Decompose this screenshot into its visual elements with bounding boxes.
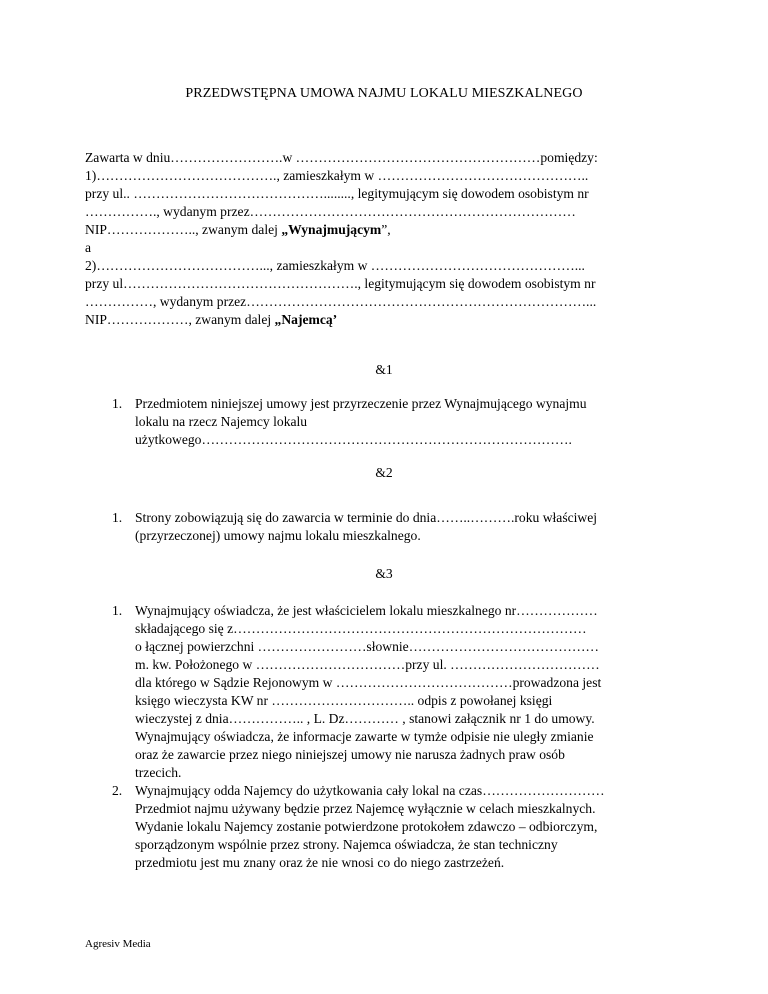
section-3-item-number: 1. [112,603,123,618]
section-3-text-line: m. kw. Położonego w ……………………………przy ul. …………………………… [135,657,600,672]
section-1-item-number: 1. [112,396,123,411]
nip-label: NIP……………….., zwanym dalej [85,222,282,237]
document-title: PRZEDWSTĘPNA UMOWA NAJMU LOKALU MIESZKALNEGO [185,86,583,101]
section-3-text-line: Przedmiot najmu używany będzie przez Najemcę wyłącznie w celach mieszkalnych. [135,801,596,816]
intro-line-party2-id: ……………, wydanym przez…………………………………………………………………... [85,294,597,309]
intro-line-and: a [85,240,92,255]
section-3-text-line: wieczystej z dnia…………….. , L. Dz………… , stanowi załącznik nr 1 do umowy. [135,711,595,726]
intro-line-party2: 2)………………………………..., zamieszkałym w ………………………………………... [85,258,585,273]
intro-line-party1-id: ……………., wydanym przez……………………………………………………………… [85,204,576,219]
section-1-text-line: lokalu na rzecz Najemcy lokalu [135,414,308,429]
section-1-text-line: użytkowego………………………………………………………………………. [135,432,572,447]
section-3-text-line: sporządzonym wspólnie przez strony. Najemca oświadcza, że stan techniczny [135,837,558,852]
intro-line-party1-nip [85,222,391,238]
section-3-text-line: trzecich. [135,765,182,780]
section-3-text-line: dla którego w Sądzie Rejonowym w …………………………………prowadzona jest [135,675,602,690]
section-3-text-line: przedmiotu jest mu znany oraz że nie wnosi co do niego zastrzeżeń. [135,855,505,870]
landlord-term-close: ”, [381,222,391,237]
intro-line-party2-nip [85,312,337,328]
section-3-text-line: o łącznej powierzchni ……………………słownie…………………………………… [135,639,600,654]
landlord-term: „Wynajmującym [281,222,382,237]
section-2-item-number: 1. [112,510,123,525]
intro-line-party1: 1)…………………………………., zamieszkałym w ……………………………………….. [85,168,589,183]
intro-line-date: Zawarta w dniu…………………….w ………………………………………………pomiędzy: [85,150,598,165]
section-3-text-line: Wynajmujący oświadcza, że informacje zawarte w tymże odpisie nie uległy zmianie [135,729,594,744]
section-3-heading: &3 [375,566,393,581]
section-1-heading: &1 [375,362,393,377]
section-1-text-line: Przedmiotem niniejszej umowy jest przyrzeczenie przez Wynajmującego wynajmu [135,396,587,411]
section-3-text-line: Wynajmujący odda Najemcy do użytkowania cały lokal na czas……………………… [135,783,605,798]
intro-line-party1-address: przy ul.. ……………………………………........, legitymującym się dowodem osobistym nr [85,186,589,201]
section-3-text-line: księgo wieczysta KW nr ………………………….. odpis z powołanej księgi [135,693,553,708]
section-2-text-line: Strony zobowiązują się do zawarcia w terminie do dnia……..……….roku właściwej [135,510,598,525]
footer-publisher: Agresiv Media [85,938,151,950]
nip-label: NIP………………, zwanym dalej [85,312,275,327]
section-3-text-line: Wynajmujący oświadcza, że jest właścicielem lokalu mieszkalnego nr……………… [135,603,598,618]
tenant-term: „Najemcą’ [274,312,338,327]
section-2-text-line: (przyrzeczonej) umowy najmu lokalu mieszkalnego. [135,528,421,543]
section-2-heading: &2 [375,465,393,480]
section-3-text-line: Wydanie lokalu Najemcy zostanie potwierdzone protokołem zdawczo – odbiorczym, [135,819,598,834]
section-3-text-line: oraz że zawarcie przez niego niniejszej umowy nie narusza żadnych praw osób [135,747,565,762]
intro-line-party2-address: przy ul……………………………………………., legitymującym się dowodem osobistym nr [85,276,596,291]
section-3-item-number: 2. [112,783,123,798]
section-3-text-line: składającego się z…………………………………………………………………… [135,621,587,636]
